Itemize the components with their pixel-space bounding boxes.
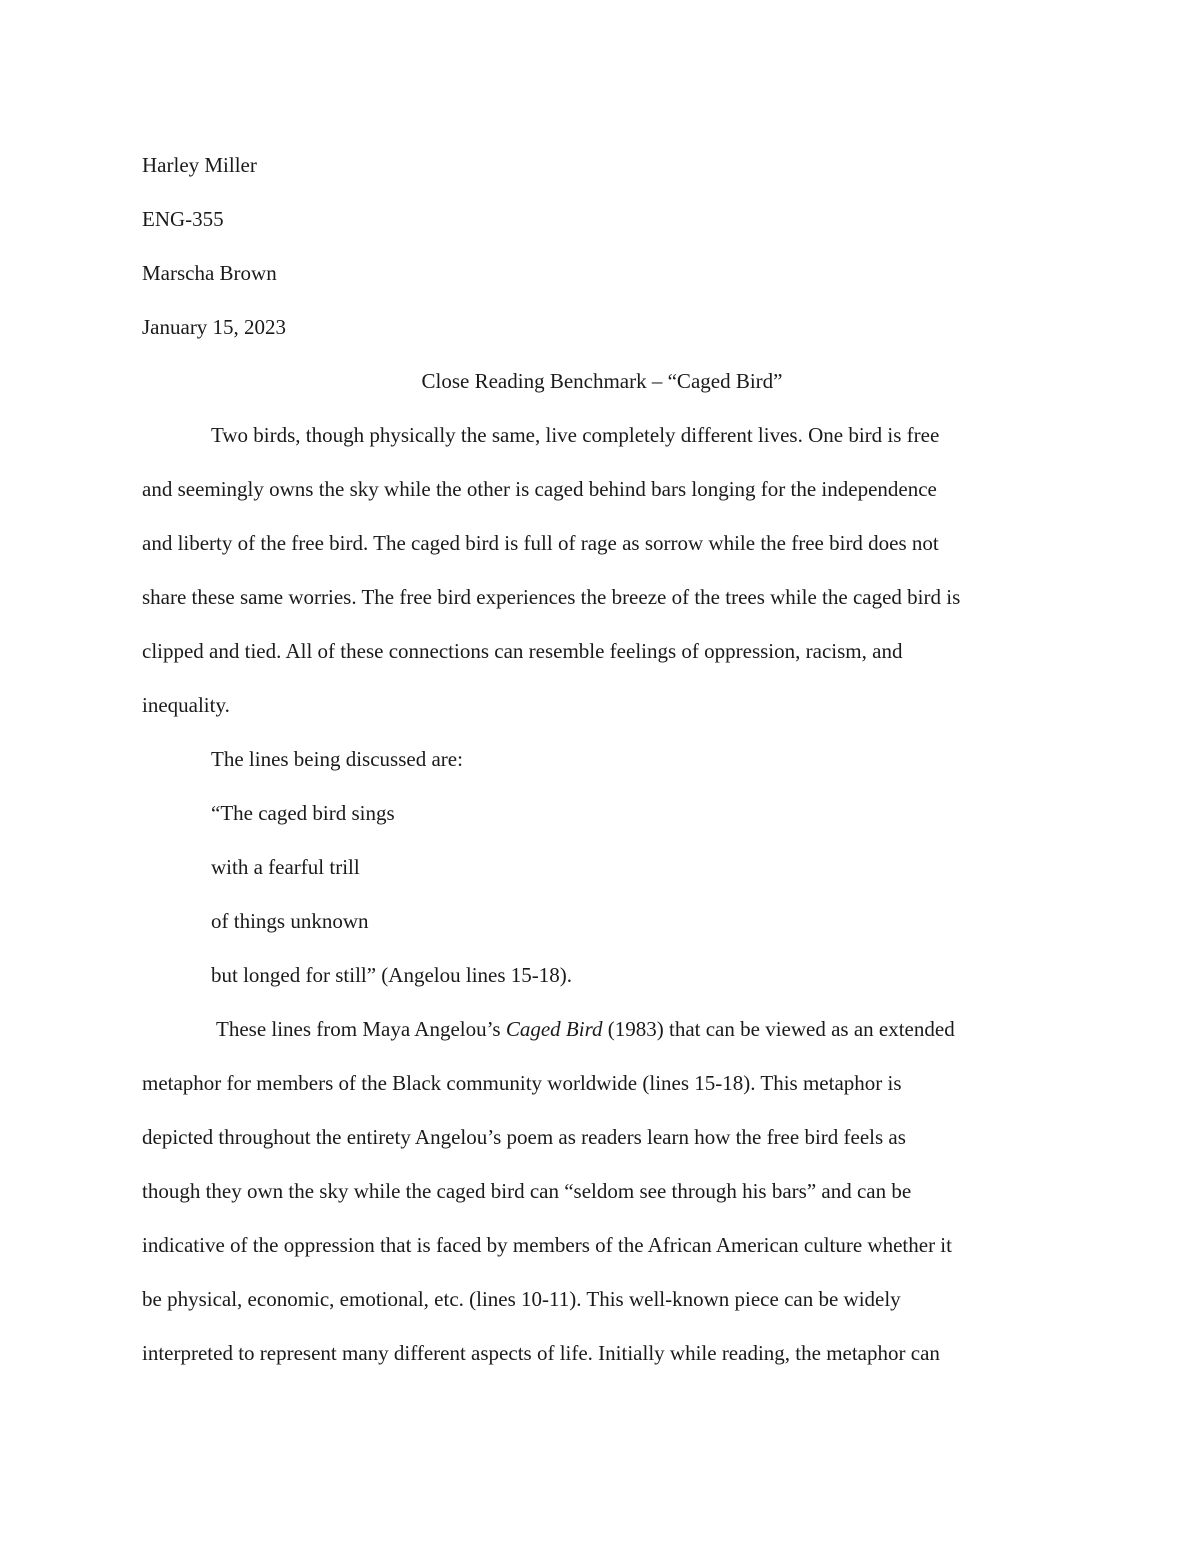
- paragraph-line: metaphor for members of the Black community worldwide (lines 15-18). This metaphor is: [142, 1071, 902, 1095]
- quote-line: “The caged bird sings: [211, 801, 395, 825]
- paragraph-line: clipped and tied. All of these connections can resemble feelings of oppression, racism, and: [142, 639, 903, 663]
- student-name: Harley Miller: [142, 153, 257, 177]
- paragraph-line: though they own the sky while the caged bird can “seldom see through his bars” and can be: [142, 1179, 912, 1203]
- paragraph-first-line: [142, 1002, 1062, 1056]
- quote-line: of things unknown: [211, 909, 369, 933]
- quote-line: but longed for still” (Angelou lines 15-18).: [211, 963, 573, 987]
- poem-title-italic: Caged Bird: [505, 1017, 603, 1041]
- paragraph-line: indicative of the oppression that is faced by members of the African American culture whether it: [142, 1233, 952, 1257]
- document-body: [142, 138, 1062, 1380]
- text-segment: These lines from Maya Angelou’s: [216, 1017, 506, 1041]
- poem-quote: [142, 786, 1062, 1002]
- lines-intro: The lines being discussed are:: [211, 747, 463, 771]
- paragraph-intro: [142, 408, 1062, 732]
- paragraph-line: interpreted to represent many different aspects of life. Initially while reading, the metaphor can: [142, 1341, 940, 1365]
- paragraph-line: depicted throughout the entirety Angelou’s poem as readers learn how the free bird feels as: [142, 1125, 906, 1149]
- course-code: ENG-355: [142, 207, 224, 231]
- paragraph-analysis: [142, 1002, 1062, 1380]
- instructor-name: Marscha Brown: [142, 261, 277, 285]
- essay-title: Close Reading Benchmark – “Caged Bird”: [421, 369, 783, 393]
- paragraph-line: Two birds, though physically the same, live completely different lives. One bird is free: [211, 423, 940, 447]
- paragraph-line: and liberty of the free bird. The caged bird is full of rage as sorrow while the free bird does not: [142, 531, 939, 555]
- quote-line: with a fearful trill: [211, 855, 360, 879]
- paragraph-line: inequality.: [142, 693, 230, 717]
- paragraph-line: share these same worries. The free bird experiences the breeze of the trees while the caged bird is: [142, 585, 961, 609]
- paragraph-line: and seemingly owns the sky while the other is caged behind bars longing for the independence: [142, 477, 937, 501]
- submission-date: January 15, 2023: [142, 315, 287, 339]
- paragraph-line: be physical, economic, emotional, etc. (lines 10-11). This well-known piece can be widely: [142, 1287, 901, 1311]
- text-segment: (1983) that can be viewed as an extended: [602, 1017, 955, 1041]
